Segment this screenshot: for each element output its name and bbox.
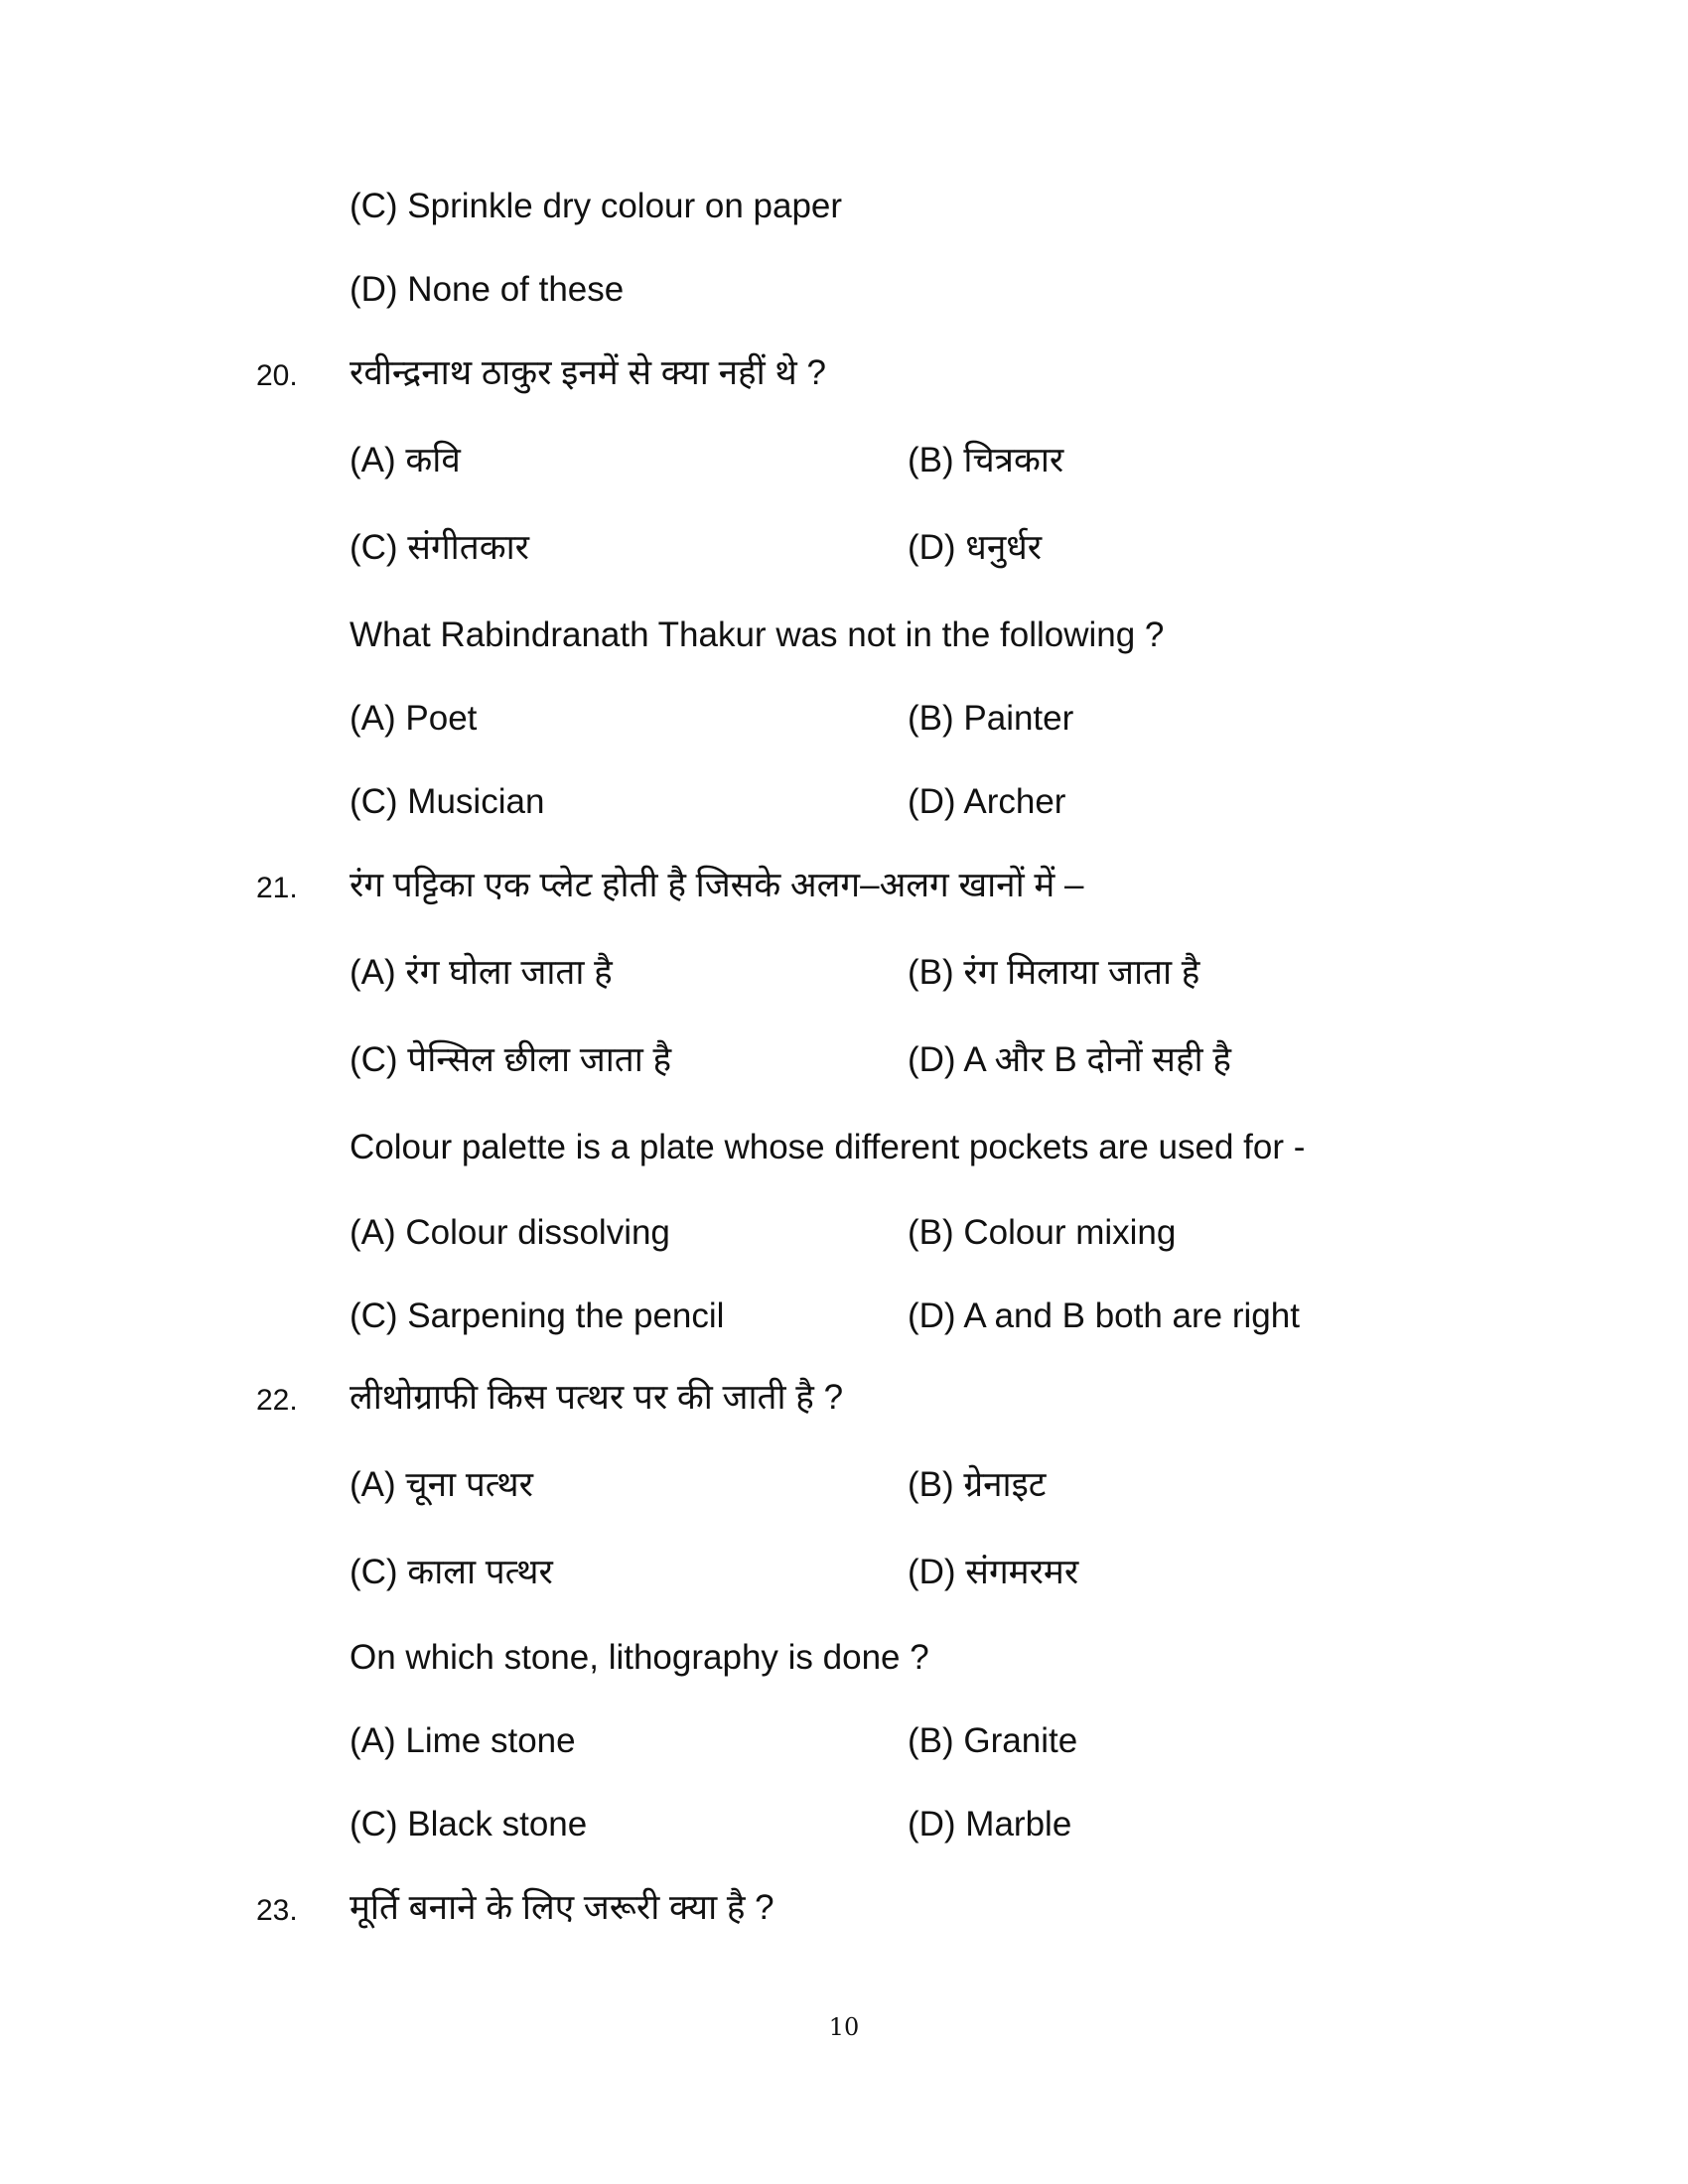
q21-number: 21. [256,872,298,904]
q21-hindi-option-c: (C) पेन्सिल छीला जाता है [350,1040,672,1079]
q20-number: 20. [256,359,298,392]
q20-english-option-a: (A) Poet [350,699,478,738]
q22-hindi-option-a: (A) चूना पत्थर [350,1465,533,1504]
q20-english-option-d: (D) Archer [908,782,1066,821]
q22-number: 22. [256,1384,298,1417]
q20-hindi-option-d: (D) धनुर्धर [908,528,1043,567]
q23-number: 23. [256,1894,298,1927]
q22-hindi-option-d: (D) संगमरमर [908,1553,1079,1591]
q19-option-c: (C) Sprinkle dry colour on paper [350,187,843,225]
q22-english-option-c: (C) Black stone [350,1805,588,1843]
q22-english-option-a: (A) Lime stone [350,1721,576,1760]
q20-english-option-c: (C) Musician [350,782,545,821]
q21-hindi-option-a: (A) रंग घोला जाता है [350,953,613,992]
q21-hindi-question: रंग पट्टिका एक प्लेट होती है जिसके अलग–अलग खानों में – [350,866,1084,904]
q22-hindi-question: लीथोग्राफी किस पत्थर पर की जाती है ? [350,1378,844,1417]
q20-hindi-option-c: (C) संगीतकार [350,528,529,567]
q22-english-question: On which stone, lithography is done ? [350,1638,929,1677]
q23-hindi-question: मूर्ति बनाने के लिए जरूरी क्या है ? [350,1888,774,1927]
page-number: 10 [828,2013,860,2041]
q19-option-d: (D) None of these [350,270,625,309]
q21-english-option-b: (B) Colour mixing [908,1213,1177,1252]
q20-hindi-question: रवीन्द्रनाथ ठाकुर इनमें से क्या नहीं थे ? [350,353,826,392]
q20-english-option-b: (B) Painter [908,699,1074,738]
q21-hindi-option-b: (B) रंग मिलाया जाता है [908,953,1200,992]
q21-english-option-a: (A) Colour dissolving [350,1213,670,1252]
q21-hindi-option-d: (D) A और B दोनों सही है [908,1040,1231,1079]
q21-english-question: Colour palette is a plate whose different pockets are used for - [350,1128,1306,1166]
q20-english-question: What Rabindranath Thakur was not in the following ? [350,615,1165,654]
q22-english-option-b: (B) Granite [908,1721,1078,1760]
q22-english-option-d: (D) Marble [908,1805,1072,1843]
q20-hindi-option-b: (B) चित्रकार [908,441,1064,479]
q21-english-option-c: (C) Sarpening the pencil [350,1297,725,1335]
q22-hindi-option-b: (B) ग्रेनाइट [908,1465,1047,1504]
q20-hindi-option-a: (A) कवि [350,441,461,479]
q22-hindi-option-c: (C) काला पत्थर [350,1553,553,1591]
q21-english-option-d: (D) A and B both are right [908,1297,1300,1335]
